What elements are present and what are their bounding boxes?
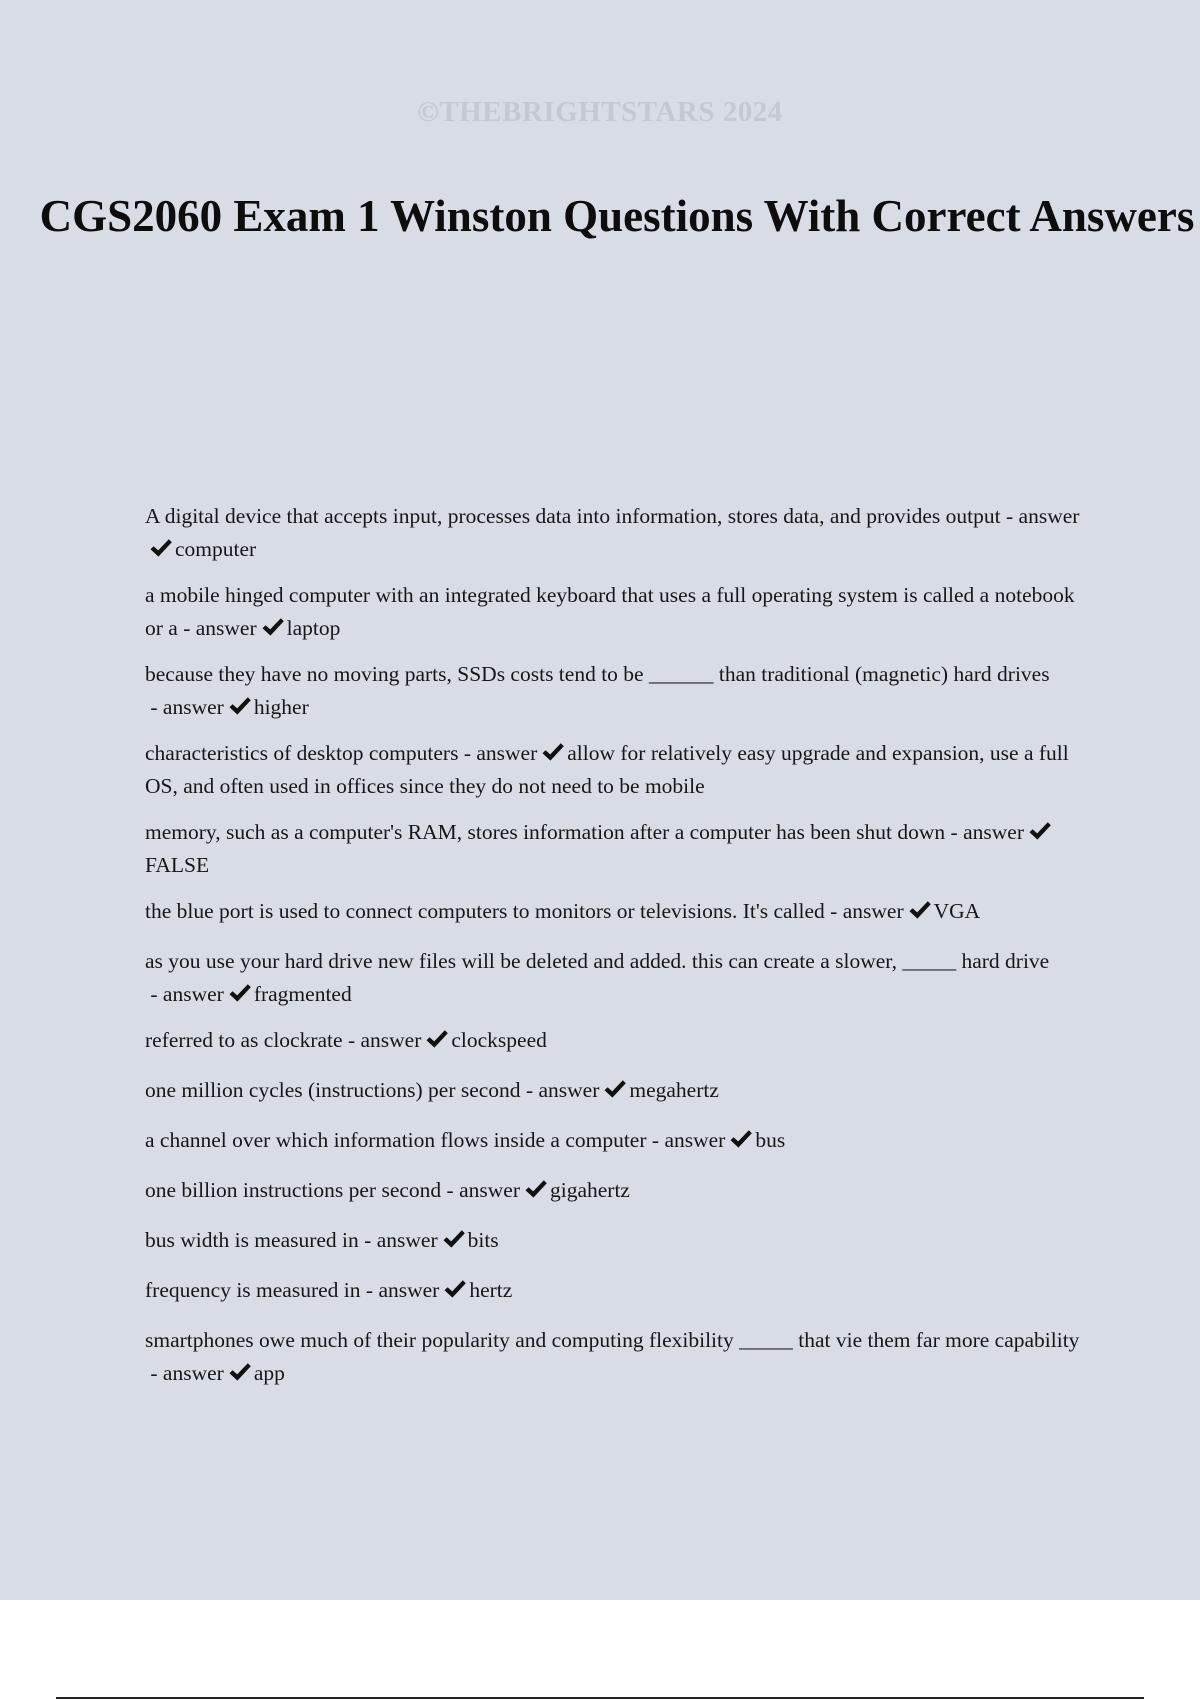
answer-label: answer <box>378 1278 440 1302</box>
document-title: CGS2060 Exam 1 Winston Questions With Correct Answers <box>39 191 1195 241</box>
answer-label: answer <box>963 820 1024 844</box>
question-text: smartphones owe much of their popularity and computing flexibility _____ that vie them far more capability <box>145 1328 1080 1352</box>
qa-item-10: a channel over which information flows inside a computer - answer bus <box>145 1128 786 1152</box>
checkmark-icon <box>443 1279 467 1299</box>
checkmark-icon <box>425 1029 449 1049</box>
answer-text: FALSE <box>145 853 210 877</box>
qa-item-9: one million cycles (instructions) per second - answer megahertz <box>145 1078 719 1102</box>
answer-label: answer <box>476 741 538 765</box>
answer-text: app <box>253 1361 285 1385</box>
answer-label: answer <box>459 1178 520 1202</box>
qa-item-11: one billion instructions per second - answer gigahertz <box>145 1178 630 1202</box>
checkmark-icon <box>442 1229 466 1249</box>
qa-list <box>145 500 1095 1403</box>
watermark: ©THEBRIGHTSTARS 2024 <box>417 96 783 128</box>
page-separator <box>56 1697 1144 1699</box>
checkmark-icon <box>908 900 932 920</box>
answer-label: answer <box>1018 504 1080 528</box>
question-text: one billion instructions per second <box>145 1178 442 1202</box>
question-text: the blue port is used to connect computers to monitors or televisions. It's called <box>145 899 825 923</box>
qa-item-8: referred to as clockrate - answer clockspeed <box>145 1028 547 1052</box>
question-text: a channel over which information flows inside a computer <box>145 1128 647 1152</box>
question-text: referred to as clockrate <box>145 1028 343 1052</box>
qa-item-3: because they have no moving parts, SSDs costs tend to be ______ than traditional (magnetic) hard drives - answer higher <box>145 662 1050 719</box>
question-text: characteristics of desktop computers <box>145 741 459 765</box>
answer-text: computer <box>175 537 257 561</box>
question-text: a mobile hinged computer with an integrated keyboard that uses a full operating system is called a notebook or a <box>145 583 1075 640</box>
answer-label: answer <box>664 1128 726 1152</box>
checkmark-icon <box>524 1179 548 1199</box>
answer-label: answer <box>538 1078 600 1102</box>
checkmark-icon <box>603 1079 627 1099</box>
answer-label: answer <box>360 1028 422 1052</box>
answer-text: VGA <box>933 899 981 923</box>
answer-label: answer <box>162 1361 224 1385</box>
qa-item-6: the blue port is used to connect computers to monitors or televisions. It's called - answer VGA <box>145 899 981 923</box>
checkmark-icon <box>228 983 252 1003</box>
answer-text: gigahertz <box>549 1178 630 1202</box>
question-text: bus width is measured in <box>145 1228 359 1252</box>
answer-text: allow for relatively easy upgrade and expansion, use a full OS, and often used in offices since they do not need to be mobile <box>145 741 1069 798</box>
qa-item-5: memory, such as a computer's RAM, stores information after a computer has been shut down - answer FALSE <box>145 816 1095 882</box>
qa-item-2: a mobile hinged computer with an integrated keyboard that uses a full operating system is called a notebook or a - answer laptop <box>145 583 1075 640</box>
checkmark-icon <box>228 696 252 716</box>
question-text: as you use your hard drive new files will be deleted and added. this can create a slower, _____ hard drive <box>145 949 1050 973</box>
answer-text: fragmented <box>253 982 352 1006</box>
question-text: one million cycles (instructions) per second <box>145 1078 521 1102</box>
answer-text: megahertz <box>629 1078 719 1102</box>
qa-item-14: smartphones owe much of their popularity and computing flexibility _____ that vie them far more capability - answer app <box>145 1328 1080 1385</box>
qa-item-12: bus width is measured in - answer bits <box>145 1228 499 1252</box>
question-text: frequency is measured in <box>145 1278 361 1302</box>
answer-text: higher <box>253 695 309 719</box>
checkmark-icon <box>149 538 173 558</box>
answer-text: bits <box>467 1228 499 1252</box>
answer-text: clockspeed <box>451 1028 547 1052</box>
answer-label: answer <box>195 616 257 640</box>
answer-label: answer <box>162 695 224 719</box>
answer-text: hertz <box>469 1278 513 1302</box>
answer-label: answer <box>162 982 224 1006</box>
question-text: because they have no moving parts, SSDs costs tend to be ______ than traditional (magnetic) hard drives <box>145 662 1050 686</box>
qa-item-13: frequency is measured in - answer hertz <box>145 1278 513 1302</box>
qa-item-7: as you use your hard drive new files will be deleted and added. this can create a slower, _____ hard drive - answer fragmented <box>145 949 1050 1006</box>
checkmark-icon <box>261 617 285 637</box>
checkmark-icon <box>1028 821 1052 841</box>
answer-text: laptop <box>286 616 341 640</box>
answer-text: bus <box>755 1128 786 1152</box>
question-text: A digital device that accepts input, processes data into information, stores data, and provides output <box>145 504 1001 528</box>
checkmark-icon <box>541 742 565 762</box>
answer-label: answer <box>376 1228 438 1252</box>
checkmark-icon <box>729 1129 753 1149</box>
answer-label: answer <box>842 899 904 923</box>
qa-item-1: A digital device that accepts input, processes data into information, stores data, and provides output - answer computer <box>145 504 1080 561</box>
checkmark-icon <box>228 1362 252 1382</box>
question-text: memory, such as a computer's RAM, stores information after a computer has been shut down <box>145 820 946 844</box>
qa-item-4: characteristics of desktop computers - answer allow for relatively easy upgrade and expansion, use a full OS, and often used in offices since they do not need to be mobile <box>145 741 1069 798</box>
